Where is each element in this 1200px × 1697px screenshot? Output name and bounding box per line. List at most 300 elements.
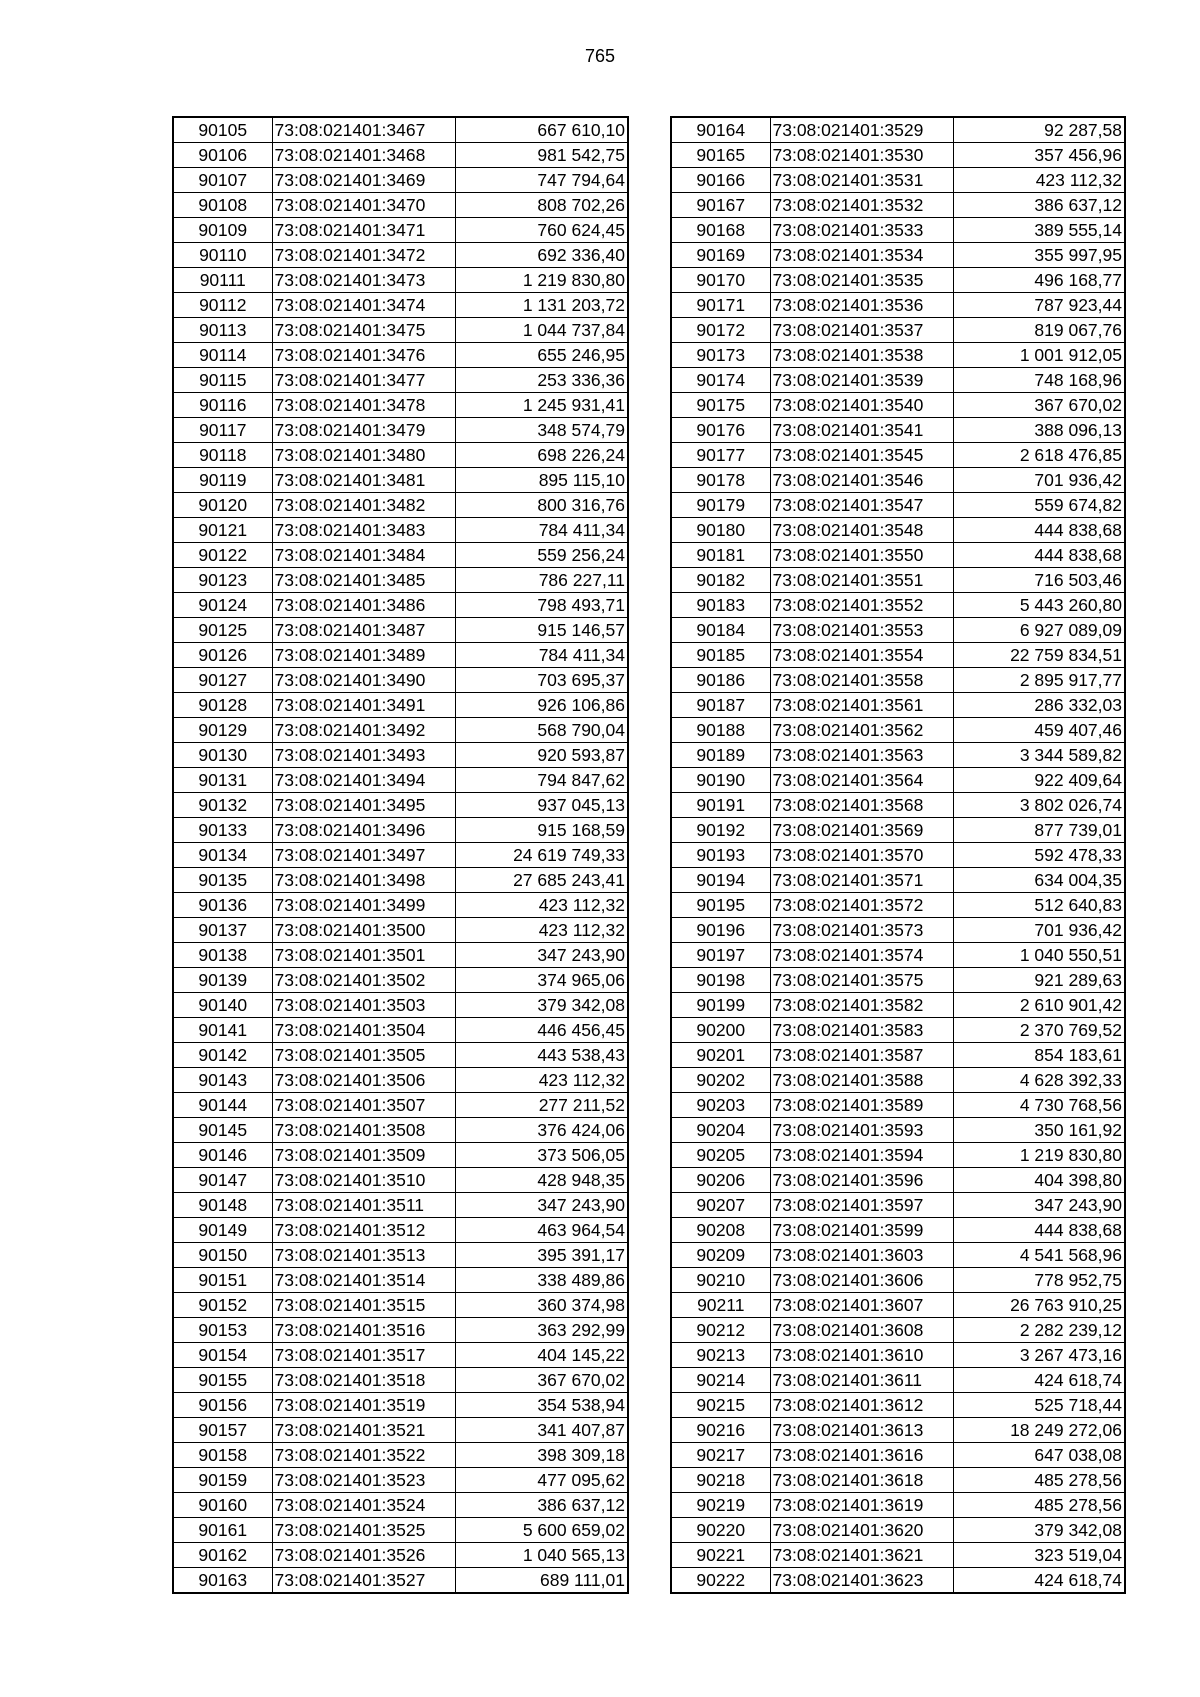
amount-cell: 1 219 830,80 [953,1143,1125,1168]
table-row [671,518,1125,543]
cadastral-number-cell: 73:08:021401:3597 [770,1193,953,1218]
amount-cell: 423 112,32 [455,893,628,918]
amount-cell: 895 115,10 [455,468,628,493]
row-number-cell: 90216 [671,1418,770,1443]
table-row [173,1543,628,1568]
table-row [173,143,628,168]
table-row [671,117,1125,143]
cadastral-number-cell: 73:08:021401:3539 [770,368,953,393]
row-number-cell: 90139 [173,968,272,993]
amount-cell: 716 503,46 [953,568,1125,593]
table-row [671,243,1125,268]
cadastral-number-cell: 73:08:021401:3618 [770,1468,953,1493]
table-row [173,568,628,593]
row-number-cell: 90221 [671,1543,770,1568]
cadastral-number-cell: 73:08:021401:3536 [770,293,953,318]
cadastral-number-cell: 73:08:021401:3518 [272,1368,455,1393]
amount-cell: 568 790,04 [455,718,628,743]
cadastral-number-cell: 73:08:021401:3484 [272,543,455,568]
row-number-cell: 90134 [173,843,272,868]
table-row [173,443,628,468]
cadastral-number-cell: 73:08:021401:3483 [272,518,455,543]
cadastral-number-cell: 73:08:021401:3494 [272,768,455,793]
row-number-cell: 90213 [671,1343,770,1368]
amount-cell: 253 336,36 [455,368,628,393]
cadastral-number-cell: 73:08:021401:3474 [272,293,455,318]
table-row [173,493,628,518]
table-row [173,1018,628,1043]
cadastral-number-cell: 73:08:021401:3540 [770,393,953,418]
table-row [173,868,628,893]
row-number-cell: 90176 [671,418,770,443]
row-number-cell: 90218 [671,1468,770,1493]
row-number-cell: 90217 [671,1443,770,1468]
row-number-cell: 90107 [173,168,272,193]
amount-cell: 655 246,95 [455,343,628,368]
cadastral-number-cell: 73:08:021401:3603 [770,1243,953,1268]
cadastral-number-cell: 73:08:021401:3619 [770,1493,953,1518]
amount-cell: 404 145,22 [455,1343,628,1368]
cadastral-number-cell: 73:08:021401:3573 [770,918,953,943]
table-row [173,718,628,743]
table-row [173,743,628,768]
amount-cell: 350 161,92 [953,1118,1125,1143]
cadastral-number-cell: 73:08:021401:3515 [272,1293,455,1318]
amount-cell: 92 287,58 [953,117,1125,143]
amount-cell: 525 718,44 [953,1393,1125,1418]
row-number-cell: 90191 [671,793,770,818]
cadastral-number-cell: 73:08:021401:3574 [770,943,953,968]
cadastral-number-cell: 73:08:021401:3522 [272,1443,455,1468]
row-number-cell: 90162 [173,1543,272,1568]
row-number-cell: 90127 [173,668,272,693]
amount-cell: 348 574,79 [455,418,628,443]
row-number-cell: 90174 [671,368,770,393]
amount-cell: 2 370 769,52 [953,1018,1125,1043]
cadastral-number-cell: 73:08:021401:3561 [770,693,953,718]
cadastral-number-cell: 73:08:021401:3583 [770,1018,953,1043]
cadastral-number-cell: 73:08:021401:3491 [272,693,455,718]
table-row [173,1418,628,1443]
cadastral-number-cell: 73:08:021401:3596 [770,1168,953,1193]
amount-cell: 512 640,83 [953,893,1125,918]
cadastral-number-cell: 73:08:021401:3552 [770,593,953,618]
table-row [173,943,628,968]
amount-cell: 800 316,76 [455,493,628,518]
amount-cell: 981 542,75 [455,143,628,168]
cadastral-number-cell: 73:08:021401:3608 [770,1318,953,1343]
table-row [671,1318,1125,1343]
cadastral-number-cell: 73:08:021401:3558 [770,668,953,693]
table-row [671,1493,1125,1518]
table-row [173,1243,628,1268]
cadastral-number-cell: 73:08:021401:3538 [770,343,953,368]
table-row [671,1368,1125,1393]
row-number-cell: 90182 [671,568,770,593]
cadastral-number-cell: 73:08:021401:3570 [770,843,953,868]
cadastral-number-cell: 73:08:021401:3607 [770,1293,953,1318]
table-row [671,218,1125,243]
cadastral-number-cell: 73:08:021401:3571 [770,868,953,893]
amount-cell: 1 245 931,41 [455,393,628,418]
table-row [173,1268,628,1293]
amount-cell: 747 794,64 [455,168,628,193]
table-row [671,343,1125,368]
cadastral-number-cell: 73:08:021401:3554 [770,643,953,668]
row-number-cell: 90140 [173,993,272,1018]
table-row [173,318,628,343]
table-row [173,1043,628,1068]
row-number-cell: 90200 [671,1018,770,1043]
cadastral-number-cell: 73:08:021401:3550 [770,543,953,568]
cadastral-number-cell: 73:08:021401:3498 [272,868,455,893]
row-number-cell: 90212 [671,1318,770,1343]
amount-cell: 386 637,12 [455,1493,628,1518]
cadastral-number-cell: 73:08:021401:3486 [272,593,455,618]
table-row [671,943,1125,968]
row-number-cell: 90180 [671,518,770,543]
row-number-cell: 90129 [173,718,272,743]
row-number-cell: 90156 [173,1393,272,1418]
table-row [671,1218,1125,1243]
table-row [173,643,628,668]
amount-cell: 921 289,63 [953,968,1125,993]
cadastral-number-cell: 73:08:021401:3469 [272,168,455,193]
amount-cell: 27 685 243,41 [455,868,628,893]
amount-cell: 703 695,37 [455,668,628,693]
amount-cell: 389 555,14 [953,218,1125,243]
table-row [671,1243,1125,1268]
amount-cell: 424 618,74 [953,1568,1125,1594]
amount-cell: 3 344 589,82 [953,743,1125,768]
amount-cell: 360 374,98 [455,1293,628,1318]
cadastral-number-cell: 73:08:021401:3527 [272,1568,455,1594]
cadastral-number-cell: 73:08:021401:3532 [770,193,953,218]
row-number-cell: 90188 [671,718,770,743]
cadastral-number-cell: 73:08:021401:3503 [272,993,455,1018]
amount-cell: 4 628 392,33 [953,1068,1125,1093]
cadastral-number-cell: 73:08:021401:3499 [272,893,455,918]
cadastral-number-cell: 73:08:021401:3587 [770,1043,953,1068]
row-number-cell: 90210 [671,1268,770,1293]
row-number-cell: 90167 [671,193,770,218]
cadastral-number-cell: 73:08:021401:3496 [272,818,455,843]
row-number-cell: 90109 [173,218,272,243]
row-number-cell: 90206 [671,1168,770,1193]
table-row [671,718,1125,743]
row-number-cell: 90125 [173,618,272,643]
cadastral-number-cell: 73:08:021401:3476 [272,343,455,368]
row-number-cell: 90190 [671,768,770,793]
table-row [671,418,1125,443]
row-number-cell: 90147 [173,1168,272,1193]
row-number-cell: 90131 [173,768,272,793]
row-number-cell: 90150 [173,1243,272,1268]
cadastral-number-cell: 73:08:021401:3492 [272,718,455,743]
table-row [671,693,1125,718]
cadastral-number-cell: 73:08:021401:3479 [272,418,455,443]
row-number-cell: 90214 [671,1368,770,1393]
cadastral-number-cell: 73:08:021401:3533 [770,218,953,243]
row-number-cell: 90128 [173,693,272,718]
row-number-cell: 90205 [671,1143,770,1168]
cadastral-number-cell: 73:08:021401:3562 [770,718,953,743]
amount-cell: 424 618,74 [953,1368,1125,1393]
cadastral-number-cell: 73:08:021401:3500 [272,918,455,943]
row-number-cell: 90126 [173,643,272,668]
row-number-cell: 90173 [671,343,770,368]
table-row [173,893,628,918]
table-row [173,843,628,868]
amount-cell: 760 624,45 [455,218,628,243]
table-row [671,493,1125,518]
cadastral-number-cell: 73:08:021401:3497 [272,843,455,868]
table-row [173,1493,628,1518]
row-number-cell: 90219 [671,1493,770,1518]
table-row [671,1393,1125,1418]
table-row [671,1443,1125,1468]
table-row [173,668,628,693]
row-number-cell: 90145 [173,1118,272,1143]
row-number-cell: 90203 [671,1093,770,1118]
amount-cell: 5 600 659,02 [455,1518,628,1543]
row-number-cell: 90189 [671,743,770,768]
cadastral-number-cell: 73:08:021401:3473 [272,268,455,293]
row-number-cell: 90209 [671,1243,770,1268]
cadastral-number-cell: 73:08:021401:3589 [770,1093,953,1118]
amount-cell: 373 506,05 [455,1143,628,1168]
row-number-cell: 90181 [671,543,770,568]
table-row [173,1293,628,1318]
table-row [173,793,628,818]
row-number-cell: 90155 [173,1368,272,1393]
row-number-cell: 90119 [173,468,272,493]
amount-cell: 444 838,68 [953,518,1125,543]
amount-cell: 347 243,90 [455,943,628,968]
row-number-cell: 90183 [671,593,770,618]
row-number-cell: 90141 [173,1018,272,1043]
table-row [173,1143,628,1168]
table-row [173,918,628,943]
amount-cell: 4 730 768,56 [953,1093,1125,1118]
table-row [173,1318,628,1343]
cadastral-number-cell: 73:08:021401:3481 [272,468,455,493]
row-number-cell: 90161 [173,1518,272,1543]
amount-cell: 748 168,96 [953,368,1125,393]
amount-cell: 443 538,43 [455,1043,628,1068]
amount-cell: 423 112,32 [455,918,628,943]
row-number-cell: 90172 [671,318,770,343]
cadastral-number-cell: 73:08:021401:3517 [272,1343,455,1368]
row-number-cell: 90151 [173,1268,272,1293]
amount-cell: 398 309,18 [455,1443,628,1468]
cadastral-number-cell: 73:08:021401:3485 [272,568,455,593]
amount-cell: 357 456,96 [953,143,1125,168]
row-number-cell: 90194 [671,868,770,893]
row-number-cell: 90157 [173,1418,272,1443]
cadastral-number-cell: 73:08:021401:3529 [770,117,953,143]
row-number-cell: 90118 [173,443,272,468]
cadastral-number-cell: 73:08:021401:3612 [770,1393,953,1418]
amount-cell: 386 637,12 [953,193,1125,218]
table-row [671,1568,1125,1594]
amount-cell: 937 045,13 [455,793,628,818]
table-row [173,268,628,293]
table-row [173,1218,628,1243]
row-number-cell: 90121 [173,518,272,543]
table-row [173,393,628,418]
row-number-cell: 90184 [671,618,770,643]
cadastral-number-cell: 73:08:021401:3588 [770,1068,953,1093]
table-row [671,893,1125,918]
table-row [671,368,1125,393]
row-number-cell: 90171 [671,293,770,318]
cadastral-number-cell: 73:08:021401:3594 [770,1143,953,1168]
amount-cell: 277 211,52 [455,1093,628,1118]
amount-cell: 347 243,90 [953,1193,1125,1218]
amount-cell: 634 004,35 [953,868,1125,893]
cadastral-number-cell: 73:08:021401:3504 [272,1018,455,1043]
cadastral-number-cell: 73:08:021401:3471 [272,218,455,243]
table-row [173,343,628,368]
amount-cell: 26 763 910,25 [953,1293,1125,1318]
table-row [671,1418,1125,1443]
amount-cell: 354 538,94 [455,1393,628,1418]
amount-cell: 428 948,35 [455,1168,628,1193]
table-row [671,1518,1125,1543]
amount-cell: 423 112,32 [953,168,1125,193]
cadastral-number-cell: 73:08:021401:3551 [770,568,953,593]
amount-cell: 692 336,40 [455,243,628,268]
amount-cell: 2 610 901,42 [953,993,1125,1018]
amount-cell: 2 282 239,12 [953,1318,1125,1343]
amount-cell: 444 838,68 [953,1218,1125,1243]
table-row [173,593,628,618]
amount-cell: 1 131 203,72 [455,293,628,318]
row-number-cell: 90202 [671,1068,770,1093]
cadastral-number-cell: 73:08:021401:3548 [770,518,953,543]
row-number-cell: 90204 [671,1118,770,1143]
amount-cell: 1 219 830,80 [455,268,628,293]
table-row [173,218,628,243]
cadastral-number-cell: 73:08:021401:3572 [770,893,953,918]
row-number-cell: 90207 [671,1193,770,1218]
table-row [671,843,1125,868]
amount-cell: 485 278,56 [953,1468,1125,1493]
table-row [173,468,628,493]
row-number-cell: 90130 [173,743,272,768]
table-row [173,418,628,443]
row-number-cell: 90116 [173,393,272,418]
table-row [671,668,1125,693]
row-number-cell: 90110 [173,243,272,268]
row-number-cell: 90114 [173,343,272,368]
table-row [671,1043,1125,1068]
row-number-cell: 90169 [671,243,770,268]
amount-cell: 404 398,80 [953,1168,1125,1193]
cadastral-number-cell: 73:08:021401:3553 [770,618,953,643]
table-row [173,618,628,643]
amount-cell: 915 168,59 [455,818,628,843]
row-number-cell: 90208 [671,1218,770,1243]
row-number-cell: 90159 [173,1468,272,1493]
cadastral-number-cell: 73:08:021401:3547 [770,493,953,518]
cadastral-number-cell: 73:08:021401:3610 [770,1343,953,1368]
row-number-cell: 90132 [173,793,272,818]
row-number-cell: 90153 [173,1318,272,1343]
table-row [173,1193,628,1218]
amount-cell: 2 618 476,85 [953,443,1125,468]
table-row [671,1168,1125,1193]
row-number-cell: 90136 [173,893,272,918]
amount-cell: 374 965,06 [455,968,628,993]
table-row [173,368,628,393]
table-row [671,318,1125,343]
cadastral-number-cell: 73:08:021401:3475 [272,318,455,343]
row-number-cell: 90164 [671,117,770,143]
row-number-cell: 90197 [671,943,770,968]
row-number-cell: 90113 [173,318,272,343]
table-row [671,1018,1125,1043]
amount-cell: 338 489,86 [455,1268,628,1293]
row-number-cell: 90187 [671,693,770,718]
row-number-cell: 90166 [671,168,770,193]
table-row [671,1143,1125,1168]
table-body-left [173,117,628,1593]
row-number-cell: 90170 [671,268,770,293]
row-number-cell: 90123 [173,568,272,593]
table-row [173,518,628,543]
cadastral-number-cell: 73:08:021401:3593 [770,1118,953,1143]
table-row [173,1443,628,1468]
row-number-cell: 90138 [173,943,272,968]
cadastral-number-cell: 73:08:021401:3575 [770,968,953,993]
amount-cell: 915 146,57 [455,618,628,643]
cadastral-number-cell: 73:08:021401:3519 [272,1393,455,1418]
table-row [671,918,1125,943]
cadastral-number-cell: 73:08:021401:3467 [272,117,455,143]
amount-cell: 786 227,11 [455,568,628,593]
table-row [173,1093,628,1118]
row-number-cell: 90106 [173,143,272,168]
cadastral-number-cell: 73:08:021401:3623 [770,1568,953,1594]
table-row [671,1093,1125,1118]
amount-cell: 459 407,46 [953,718,1125,743]
row-number-cell: 90163 [173,1568,272,1594]
table-row [671,168,1125,193]
cadastral-number-cell: 73:08:021401:3511 [272,1193,455,1218]
row-number-cell: 90186 [671,668,770,693]
table-row [671,818,1125,843]
register-table-right [670,116,1126,1594]
cadastral-number-cell: 73:08:021401:3493 [272,743,455,768]
amount-cell: 667 610,10 [455,117,628,143]
cadastral-number-cell: 73:08:021401:3489 [272,643,455,668]
row-number-cell: 90142 [173,1043,272,1068]
amount-cell: 3 267 473,16 [953,1343,1125,1368]
cadastral-number-cell: 73:08:021401:3468 [272,143,455,168]
row-number-cell: 90122 [173,543,272,568]
row-number-cell: 90220 [671,1518,770,1543]
table-row [173,1068,628,1093]
amount-cell: 6 927 089,09 [953,618,1125,643]
register-table-left [172,116,629,1594]
amount-cell: 367 670,02 [455,1368,628,1393]
cadastral-number-cell: 73:08:021401:3521 [272,1418,455,1443]
cadastral-number-cell: 73:08:021401:3480 [272,443,455,468]
table-row [671,468,1125,493]
cadastral-number-cell: 73:08:021401:3535 [770,268,953,293]
